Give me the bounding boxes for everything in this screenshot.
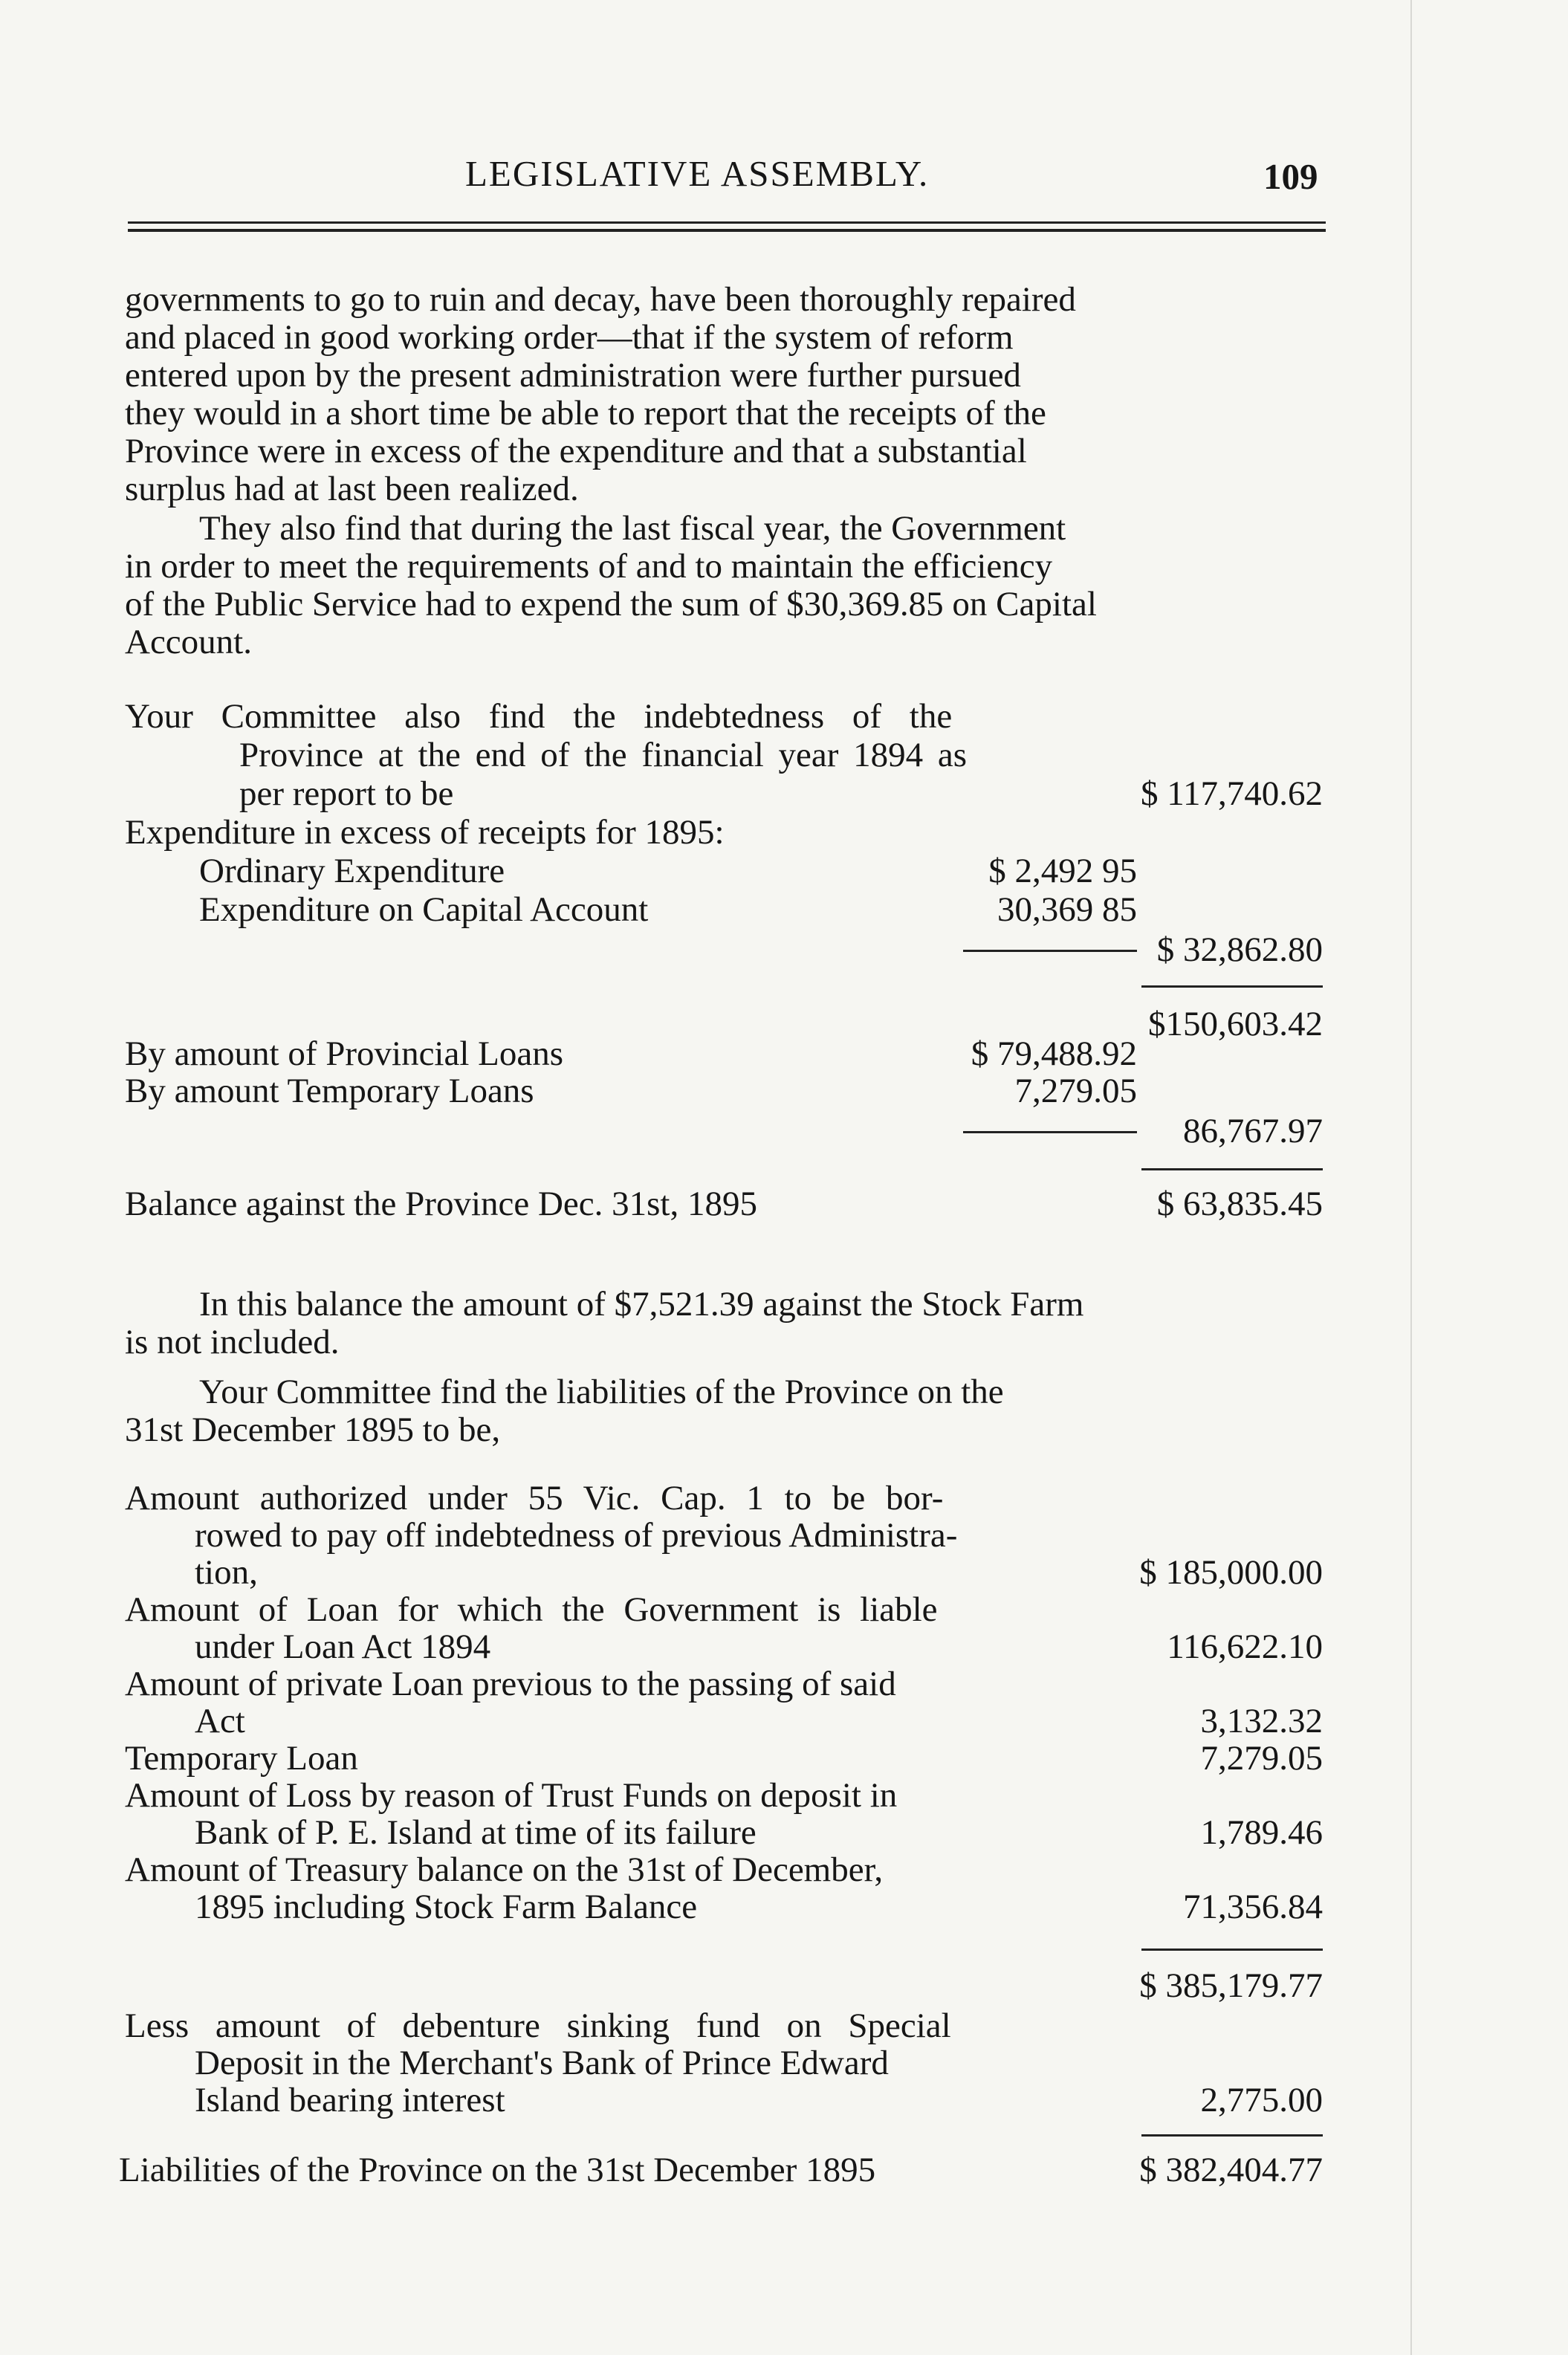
less-line: Less amount of debenture sinking fund on Special [125,2006,951,2045]
provincial-loans-label: By amount of Provincial Loans [125,1034,564,1073]
sum-rule [1141,2134,1323,2137]
ordinary-expenditure-label: Ordinary Expenditure [199,852,505,890]
less-line: Island bearing interest [195,2081,505,2119]
header-rule-bottom [128,229,1326,232]
less-amount: 2,775.00 [1200,2081,1323,2119]
statement-intro-line: per report to be [239,774,454,813]
excess-heading: Expenditure in excess of receipts for 1895: [125,813,725,852]
liability-row [0,2081,1568,2119]
statement-row [0,774,1568,813]
text-line: Your Committee find the liabilities of the Province on the [199,1373,1004,1411]
liability-row [0,2151,1568,2189]
liability-amount: 116,622.10 [1167,1627,1323,1666]
text-line: they would in a short time be able to report that the receipts of the [125,394,1046,433]
text-line: surplus had at last been realized. [125,470,579,508]
subtotal-amount: $150,603.42 [1148,1005,1323,1043]
statement-row [0,813,1568,852]
leader-dash [963,1131,1137,1133]
balance-amount: $ 63,835.45 [1156,1185,1323,1223]
provincial-loans-amount: $ 79,488.92 [971,1034,1137,1073]
ordinary-expenditure-amount: $ 2,492 95 [988,852,1137,890]
statement-row [0,890,1568,929]
liability-line: Amount of Treasury balance on the 31st of December, [125,1850,884,1889]
liability-row [0,1479,1568,1517]
temporary-loans-label: By amount Temporary Loans [125,1072,534,1110]
statement-row [0,1185,1568,1223]
statement-row [0,930,1568,969]
liability-line: Amount authorized under 55 Vic. Cap. 1 to be bor- [125,1479,944,1517]
text-line: in order to meet the requirements of and to maintain the efficiency [125,547,1053,586]
header-rule-top [128,221,1326,224]
statement-row [0,1072,1568,1110]
capital-expenditure-amount: 30,369 85 [997,890,1137,929]
text-line: 31st December 1895 to be, [125,1410,501,1449]
excess-total-amount: $ 32,862.80 [1156,930,1323,969]
text-line: entered upon by the present administration were further pursued [125,356,1021,395]
liability-row [0,1888,1568,1926]
paragraph-capital-expenditure [125,510,1326,661]
liability-line: Act [195,1702,245,1740]
liability-amount: 3,132.32 [1200,1702,1323,1740]
liability-line: Temporary Loan [125,1739,358,1778]
liability-line: tion, [195,1553,258,1592]
liability-line: Amount of private Loan previous to the passing of said [125,1665,896,1703]
statement-intro-line: Province at the end of the financial year 1894 as [239,736,968,774]
liability-line: under Loan Act 1894 [195,1627,491,1666]
statement-row [0,1034,1568,1073]
running-head: LEGISLATIVE ASSEMBLY. [465,153,930,194]
liability-row [0,1553,1568,1592]
liability-line: Amount of Loan for which the Government is liable [125,1590,938,1629]
gross-total-amount: $ 385,179.77 [1139,1966,1323,2005]
liability-row [0,1702,1568,1740]
liability-row [0,1590,1568,1629]
paragraph-stock-farm-note [125,1286,1326,1361]
net-liabilities-label: Liabilities of the Province on the 31st December 1895 [119,2151,876,2189]
opening-balance-amount: $ 117,740.62 [1140,774,1323,813]
loans-total-amount: 86,767.97 [1183,1112,1323,1150]
text-line: governments to go to ruin and decay, have been thoroughly repaired [125,280,1076,319]
paragraph-continuation [125,281,1326,508]
text-line: Account. [125,623,252,661]
liability-line: 1895 including Stock Farm Balance [195,1888,698,1926]
less-line: Deposit in the Merchant's Bank of Prince Edward [195,2044,889,2082]
paragraph-liabilities-intro [125,1373,1326,1449]
liability-row [0,2044,1568,2082]
statement-row [0,852,1568,890]
liability-amount: 7,279.05 [1200,1739,1323,1778]
text-line: of the Public Service had to expend the sum of $30,369.85 on Capital [125,585,1097,623]
liability-amount: 71,356.84 [1183,1888,1323,1926]
text-line: is not included. [125,1323,340,1361]
liability-row [0,1665,1568,1703]
sum-rule [1141,1168,1323,1170]
liability-row [0,1776,1568,1815]
statement-row [0,697,1568,736]
liability-row [0,1739,1568,1778]
temporary-loans-amount: 7,279.05 [1014,1072,1137,1110]
text-line: Province were in excess of the expenditure and that a substantial [125,432,1027,470]
capital-expenditure-label: Expenditure on Capital Account [199,890,649,929]
liability-line: Bank of P. E. Island at time of its failure [195,1813,757,1852]
statement-row [0,1112,1568,1150]
liability-amount: 1,789.46 [1200,1813,1323,1852]
page-header [0,152,1568,212]
liability-line: rowed to pay off indebtedness of previous Administra- [195,1516,958,1555]
liability-amount: $ 185,000.00 [1139,1553,1323,1592]
liability-row [0,1627,1568,1666]
liability-row [0,1966,1568,2005]
text-line: They also find that during the last fiscal year, the Government [199,509,1066,548]
liability-line: Amount of Loss by reason of Trust Funds on deposit in [125,1776,898,1815]
statement-row [0,736,1568,774]
balance-label: Balance against the Province Dec. 31st, 1895 [125,1185,757,1223]
liability-row [0,2006,1568,2045]
sum-rule [1141,1949,1323,1951]
leader-dash [963,950,1137,952]
page-number: 109 [1263,156,1318,197]
net-liabilities-amount: $ 382,404.77 [1139,2151,1323,2189]
text-line: and placed in good working order—that if the system of reform [125,318,1014,357]
text-line: In this balance the amount of $7,521.39 against the Stock Farm [199,1285,1084,1324]
liability-row [0,1850,1568,1889]
statement-intro-line: Your Committee also find the indebtedness of the [125,697,953,736]
sum-rule [1141,985,1323,988]
liability-row [0,1516,1568,1555]
liability-row [0,1813,1568,1852]
